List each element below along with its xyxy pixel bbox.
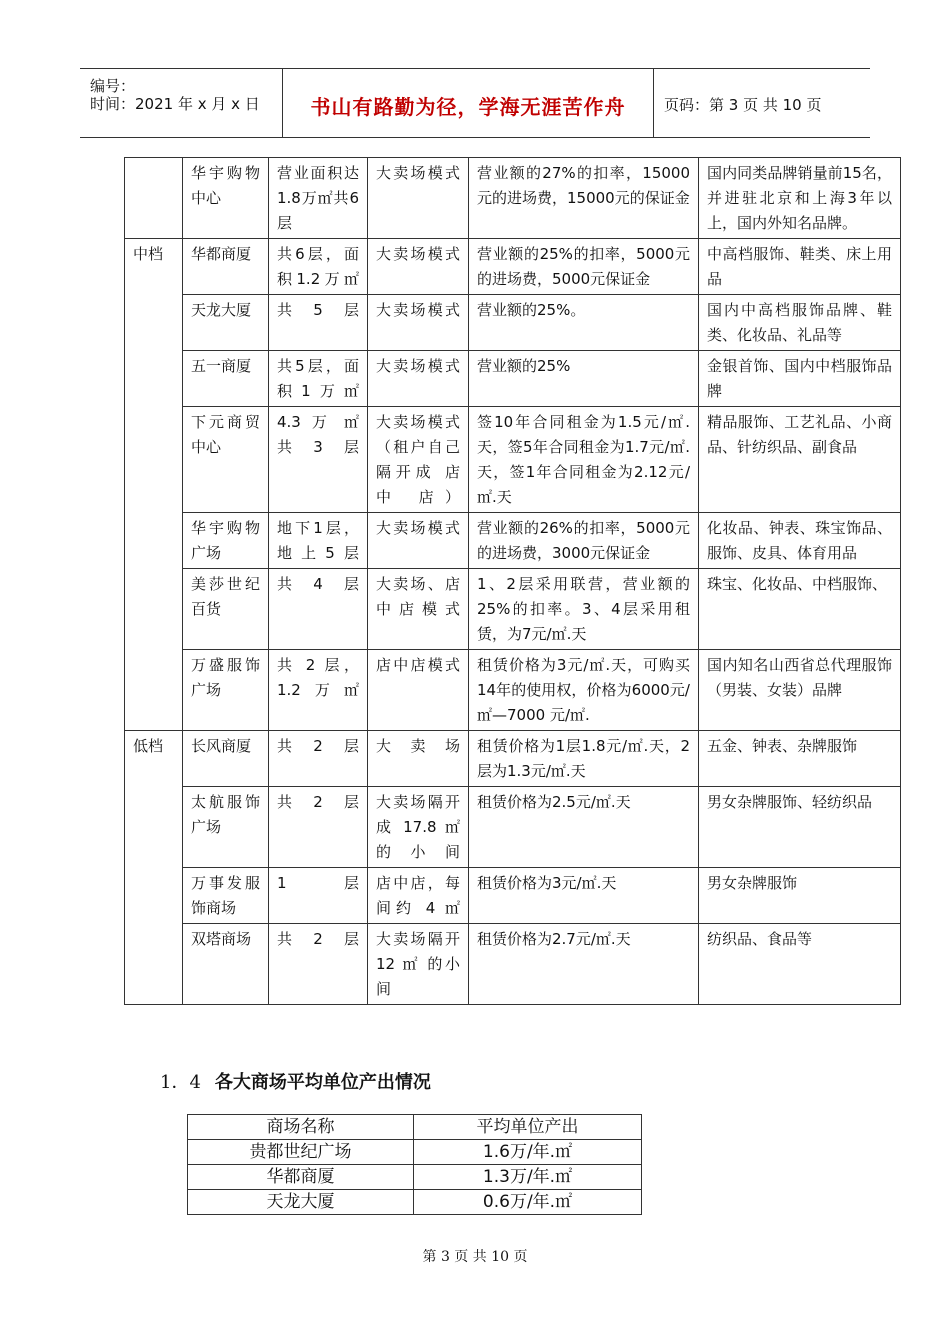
mode-cell: 大卖场模式 [368, 239, 469, 295]
area-cell: 1层 [269, 868, 368, 924]
terms-cell: 租赁价格为3元/㎡.天，可购买14年的使用权，价格为6000元/㎡—7000 元/㎡. [469, 650, 699, 731]
mall-name-cell: 华宇购物中心 [183, 158, 269, 239]
page-info: 页码：第 3 页 共 10 页 [664, 96, 822, 114]
grade-cell [125, 158, 183, 239]
mode-cell: 大卖场 [368, 731, 469, 787]
area-cell: 共2层 [269, 731, 368, 787]
table-row [125, 239, 901, 295]
mode-cell: 大卖场模式 [368, 513, 469, 569]
mall-name-cell: 贵都世纪广场 [188, 1140, 414, 1165]
output-table [187, 1114, 642, 1215]
table-row [125, 787, 901, 868]
page-footer: 第 3 页 共 10 页 [422, 1249, 528, 1265]
mall-name-cell: 长风商厦 [183, 731, 269, 787]
brands-cell: 男女杂牌服饰 [699, 868, 901, 924]
section-heading [160, 1068, 431, 1094]
header-motto-cell [282, 69, 654, 137]
area-cell: 共5层 [269, 295, 368, 351]
header-cell: 商场名称 [188, 1115, 414, 1140]
header-cell: 平均单位产出 [414, 1115, 642, 1140]
brands-cell: 化妆品、钟表、珠宝饰品、服饰、皮具、体育用品 [699, 513, 901, 569]
mall-name-cell: 华宇购物广场 [183, 513, 269, 569]
area-cell: 共5层，面积1万㎡ [269, 351, 368, 407]
table-row [125, 513, 901, 569]
mall-name-cell: 华都商厦 [183, 239, 269, 295]
grade-cell [125, 787, 183, 868]
terms-cell: 营业额的27%的扣率，15000元的进场费，15000元的保证金 [469, 158, 699, 239]
brands-cell: 珠宝、化妆品、中档服饰、 [699, 569, 901, 650]
mall-name-cell: 双塔商场 [183, 924, 269, 1005]
table-row [125, 351, 901, 407]
mode-cell: 大卖场、店中店模式 [368, 569, 469, 650]
table-row [125, 650, 901, 731]
grade-cell [125, 407, 183, 513]
mall-name-cell: 五一商厦 [183, 351, 269, 407]
grade-cell [125, 351, 183, 407]
mode-cell: 大卖场模式 [368, 295, 469, 351]
table-row [125, 868, 901, 924]
area-cell: 营业面积达1.8万㎡共6层 [269, 158, 368, 239]
grade-cell [125, 295, 183, 351]
grade-cell: 低档 [125, 731, 183, 787]
table-row [125, 924, 901, 1005]
header-page-cell [654, 69, 870, 137]
motto: 书山有路勤为径，学海无涯苦作舟 [310, 95, 626, 119]
mode-cell: 店中店模式 [368, 650, 469, 731]
terms-cell: 营业额的25%的扣率，5000元的进场费，5000元保证金 [469, 239, 699, 295]
area-cell: 共2层 [269, 924, 368, 1005]
mode-cell: 大卖场模式 [368, 351, 469, 407]
area-cell: 共6层，面积1.2万㎡ [269, 239, 368, 295]
brands-cell: 精品服饰、工艺礼品、小商品、针纺织品、副食品 [699, 407, 901, 513]
section-title: 各大商场平均单位产出情况 [214, 1072, 431, 1093]
grade-cell [125, 924, 183, 1005]
terms-cell: 租赁价格为2.7元/㎡.天 [469, 924, 699, 1005]
area-cell: 共4层 [269, 569, 368, 650]
grade-cell: 中档 [125, 239, 183, 295]
output-row [188, 1165, 642, 1190]
area-cell: 共2层 [269, 787, 368, 868]
grade-cell [125, 513, 183, 569]
output-row [188, 1190, 642, 1215]
output-row [188, 1140, 642, 1165]
table-row [125, 731, 901, 787]
brands-cell: 国内知名山西省总代理服饰（男装、女装）品牌 [699, 650, 901, 731]
area-cell: 共 2 层，1.2万㎡ [269, 650, 368, 731]
brands-cell: 纺织品、食品等 [699, 924, 901, 1005]
brands-cell: 金银首饰、国内中档服饰品牌 [699, 351, 901, 407]
area-cell: 地下1层，地上5层 [269, 513, 368, 569]
mode-cell: 店中店，每间约 4 ㎡ [368, 868, 469, 924]
mall-name-cell: 天龙大厦 [188, 1190, 414, 1215]
table-row [125, 295, 901, 351]
header-meta [80, 69, 282, 137]
mall-name-cell: 下元商贸中心 [183, 407, 269, 513]
grade-cell [125, 569, 183, 650]
grade-cell [125, 650, 183, 731]
terms-cell: 签10年合同租金为1.5元/㎡.天，签5年合同租金为1.7元/㎡.天，签1年合同租金为2.12元/㎡.天 [469, 407, 699, 513]
terms-cell: 营业额的25%。 [469, 295, 699, 351]
terms-cell: 租赁价格为1层1.8元/㎡.天，2层为1.3元/㎡.天 [469, 731, 699, 787]
date-label: 时间：2021 年 x 月 x 日 [90, 95, 260, 113]
mall-table [124, 157, 901, 1005]
section-number: 1．4 [160, 1072, 201, 1093]
output-value-cell: 1.6万/年.㎡ [414, 1140, 642, 1165]
terms-cell: 营业额的25% [469, 351, 699, 407]
output-value-cell: 0.6万/年.㎡ [414, 1190, 642, 1215]
table-row [125, 407, 901, 513]
brands-cell: 国内中高档服饰品牌、鞋类、化妆品、礼品等 [699, 295, 901, 351]
mall-name-cell: 华都商厦 [188, 1165, 414, 1190]
terms-cell: 租赁价格为2.5元/㎡.天 [469, 787, 699, 868]
mall-name-cell: 美莎世纪百货 [183, 569, 269, 650]
terms-cell: 租赁价格为3元/㎡.天 [469, 868, 699, 924]
mode-cell: 大卖场模式 [368, 158, 469, 239]
brands-cell: 五金、钟表、杂牌服饰 [699, 731, 901, 787]
page-header [80, 68, 870, 138]
output-header-row [188, 1115, 642, 1140]
mall-name-cell: 太航服饰广场 [183, 787, 269, 868]
brands-cell: 国内同类品牌销量前15名，并进驻北京和上海3年以上，国内外知名品牌。 [699, 158, 901, 239]
mall-name-cell: 万事发服饰商场 [183, 868, 269, 924]
mode-cell: 大卖场隔开成 17.8 ㎡的小间 [368, 787, 469, 868]
output-value-cell: 1.3万/年.㎡ [414, 1165, 642, 1190]
brands-cell: 中高档服饰、鞋类、床上用品 [699, 239, 901, 295]
terms-cell: 营业额的26%的扣率，5000元的进场费，3000元保证金 [469, 513, 699, 569]
number-label: 编号： [90, 77, 136, 95]
mall-name-cell: 万盛服饰广场 [183, 650, 269, 731]
area-cell: 4.3 万 ㎡ 共3层 [269, 407, 368, 513]
brands-cell: 男女杂牌服饰、轻纺织品 [699, 787, 901, 868]
table-row [125, 158, 901, 239]
grade-cell [125, 868, 183, 924]
terms-cell: 1、2层采用联营，营业额的25%的扣率。3、4层采用租赁，为7元/㎡.天 [469, 569, 699, 650]
table-row [125, 569, 901, 650]
mode-cell: 大卖场模式（租户自己隔开成 店 中 店） [368, 407, 469, 513]
mode-cell: 大卖场隔开 12 ㎡ 的小间 [368, 924, 469, 1005]
mall-name-cell: 天龙大厦 [183, 295, 269, 351]
